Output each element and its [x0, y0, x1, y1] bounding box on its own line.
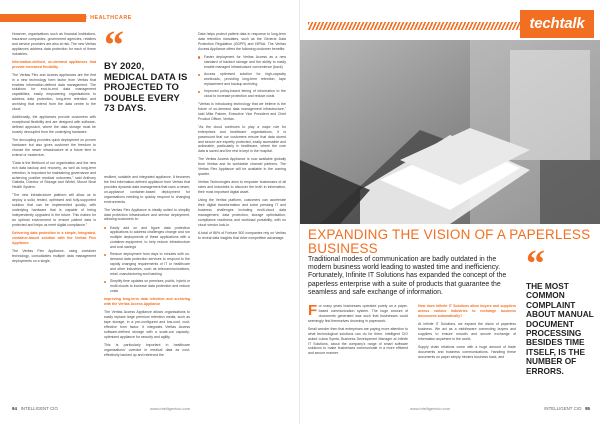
- footer-url: www.intelligentcio.com: [410, 406, 451, 411]
- article-headline: EXPANDING THE VISION OF A PAPERLESS BUSINESS: [308, 227, 591, 256]
- paragraph: Small wonder then that enterprises are paying more attention to what technological solutions can do for them. Intelligent CIO asked Lulwa Syeda, Business Development Manager at Infinite IT Solutions, about the company's range of smart software solutions to make businesses communicate in a more efficient and secure manner.: [308, 326, 408, 356]
- pull-quote: THE MOST COMMON COMPLAINT ABOUT MANUAL DOCUMENT PROCESSING BESIDES TIME ITSELF, IS THE NUMBER OF ERRORS.: [526, 281, 594, 376]
- paragraph: At Infinite IT Solutions, we expand the vision of paperless business. We act as a middleware connecting buyers and suppliers to ensure smooth and secure exchange of information anywhere in the world.: [418, 321, 516, 341]
- paragraph: This is particularly important in healthcare organisations' overdue in medical data as cost-effectively backed up and retrieved the: [104, 342, 190, 357]
- paragraph: Data helps protect patient data in response to long-term data retention mandates, such as the General Data Protection Regulation (GDPR) and HIPAA. The Veritas Access Appliance offers the following customer benefits:: [198, 32, 286, 51]
- article-column-1: [12, 32, 96, 267]
- bullet-list: [104, 226, 190, 295]
- quote-mark-icon: “: [104, 22, 124, 67]
- techtalk-logo: [520, 10, 594, 38]
- right-page: [300, 0, 600, 424]
- paragraph: However, organisations such as financial institutions, insurance companies, government agencies, retailers and service providers are also at risk. The new Veritas appliances address data protection for each of these industries.: [12, 32, 96, 56]
- page-footer-right: [544, 406, 590, 411]
- paragraph: The Veritas Flex and Access appliances are the first in a new technology form factor from Veritas that enables information-defined data management. The solutions for end-to-end data management capabilities, easily empowering organisations to address data protection, long-term retention and archiving that extend from the data centre to the cloud.: [12, 72, 96, 112]
- paragraph: resilient, scalable and integrated appliance. It becomes the first information-defined appliance from Veritas that provides dynamic data management that uses a newer, on-appliance container-based deployment for organisations needing to quickly respond to changing environments.: [104, 175, 190, 204]
- office-paper-illustration: [300, 40, 600, 224]
- paragraph: "As the cloud continues to play a major role for enterprises and healthcare organisations, it is paramount that our customers ensure that data stored and secure are expertly protected, easily accessible and actionable, particularly in healthcare, where the core data is saved and the rest is kept in the hospital.: [198, 124, 286, 154]
- magazine-name: INTELLIGENT CIO: [20, 406, 58, 411]
- paragraph: Using the Veritas platform, customers can accelerate their digital transformation and solve pressing IT and business challenges including multi-cloud data management, data protection, storage optimisation, compliance readiness and workload portability, with no cloud vendor lock-in.: [198, 198, 286, 227]
- paragraph: A total of 86% of Fortune 500 companies rely on Veritas to reveal data insights that drive competitive advantage.: [198, 230, 286, 240]
- subheading: Delivering data protection in a simple, integrated, container-based solution with the Veritas Flex Appliance: [12, 230, 96, 245]
- article-column-3: [198, 32, 286, 244]
- list-item: Reduce deployment from days to minutes with on-demand data protection services to respond to the rapidly changing requirements of IT or healthcare and other industries, such as telecommunications, retail, manufacturing and banking: [104, 252, 190, 277]
- paragraph: The Veritas Flex Appliance, using container technology, consolidates multiple data management deployments on a single,: [12, 248, 96, 263]
- subheading: Information-defined, on-demand appliances that provide increased flexibility: [12, 59, 96, 69]
- article-column-5: [418, 304, 516, 363]
- paragraph: "The new infrastructure platform will allow us to deploy a solid, tested, optimised and fully-supported solution that can be implemented quickly, with underlying hardware that is capable of being independently upgraded in the future. This makes for an optimal environment to ensure patient data is protected and helps us meet digital compliance.": [12, 193, 96, 227]
- list-item: Simplify time updates on premises, public, hybrid or multi-clouds to increase data protection and reduce costs: [104, 279, 190, 294]
- footer-url: www.intelligentcio.com: [150, 406, 191, 411]
- paragraph: The Veritas Access Appliance allows organisations to easily replace large premium retention media, such as tape storage, in a pre-configured and low-cost, cost-effective form factor. It integrates Veritas Access software-defined storage with a scale-out capacity-optimised appliance for security and agility.: [104, 310, 190, 339]
- pull-quote: BY 2020, MEDICAL DATA IS PROJECTED TO DOUBLE EVERY 73 DAYS.: [104, 61, 188, 115]
- paragraph: The Veritas Access Appliance is now available globally from Veritas and its worldwide channel partners. The Veritas Flex Appliance will be available in the coming quarter.: [198, 157, 286, 177]
- column-body: [308, 304, 408, 356]
- section-label: INTELLIGENT VERTICAL: HEALTHCARE: [12, 15, 132, 21]
- hero-image: [300, 40, 600, 224]
- magazine-name: INTELLIGENT CIO: [544, 406, 582, 411]
- article-intro: Traditional modes of communication are badly outdated in the modern business world leading to wasted time and inefficiency. Fortunately, Infinite IT Solutions has expanded the concept of the paperless enterprise with a suite of products that guarantee the seamless and safe exchange of information.: [308, 256, 507, 296]
- paragraph: Supply chain relations come with a huge amount of trade documents and business communications. Handling these documents on paper simply hinders business back, and: [418, 344, 516, 359]
- techtalk-logo-text: techtalk: [529, 15, 585, 32]
- list-item: Improved policy-based tiering of information to the cloud to increase protection and reduce costs: [198, 89, 286, 99]
- paragraph: The Veritas Flex Appliance is ideally suited to simplify data protection infrastructure and service deployment, allowing customers to:: [104, 207, 190, 222]
- list-item: Faster deployment for Veritas Access as a new standard of backed storage and the ability to easily enable managed infrastructure convenience (back): [198, 55, 286, 70]
- stripe-decoration: [308, 22, 522, 30]
- paragraph: "Data is the lifeblood of our organisation and the new rich data backup and recovery, as well as long-term retention, is important for maintaining governance and achieving positive medical outcomes," said Anthony Gallotta, Director of Storage and Wintel, Mount Sinai Health System.: [12, 160, 96, 190]
- article-column-4: [308, 304, 408, 359]
- list-block: [198, 55, 286, 99]
- list-item: Access optimised solution for high-capacity workloads, providing long-term retention, tape replacement and backup archiving: [198, 72, 286, 87]
- paragraph: The decoupling provides quick deployment on proven hardware but also gives customer the freedom to choose the newer infrastructure at a future time to extend or modernize.: [12, 137, 96, 157]
- bullet-list: [198, 55, 286, 99]
- subheading: How does Infinite IT Solutions allow buyers and suppliers across various industries to exchange business documents automatically?: [418, 304, 516, 318]
- article-column-2: [104, 175, 190, 361]
- list-block: [104, 226, 190, 295]
- quote-mark-icon: “: [526, 243, 545, 285]
- page-number: 95: [585, 406, 590, 411]
- subheading: Improving long-term data retention and archiving with the Veritas Access Appliance: [104, 297, 190, 307]
- paragraph: or many years businesses operated purely on a paper-based communication system. The huge amount of documents generated was such that businesses could seemingly find themselves drowning in paperwork.: [308, 304, 408, 323]
- page-number: 94: [12, 406, 17, 411]
- paragraph: "Veritas is introducing technology that we believe is the future of on-demand data management infrastructure," said Mike Palmer, Executive Vice President and Chief Product Officer, Veritas.: [198, 102, 286, 121]
- paragraph: Additionally, the appliances provide customers with exceptional flexibility and are designed with software-defined approach, where the data storage must be loosely decoupled from the underlying hardware.: [12, 115, 96, 134]
- list-item: Easily add on and figure data protection applications to address challenges change and run multiple deployments of these applications with a container-equipment, to help reduce infrastructure and cost savings: [104, 226, 190, 251]
- page-footer-left: [12, 406, 58, 411]
- paragraph: Veritas Technologies aims to empower businesses of all sizes and industries to discover the truth in information, their most important digital asset.: [198, 180, 286, 195]
- drop-cap: F: [308, 302, 318, 319]
